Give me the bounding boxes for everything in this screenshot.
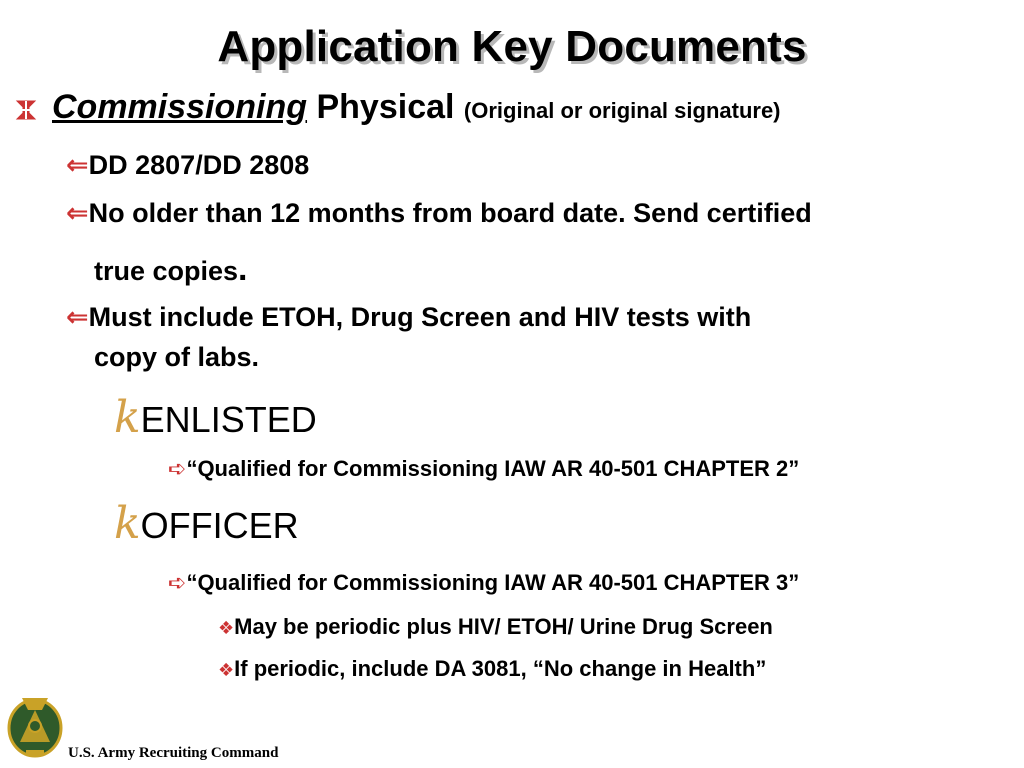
arrow-right-icon: ➪ — [168, 456, 187, 481]
arrow-left-icon: ⇐ — [66, 198, 89, 228]
officer-sub-1 — [218, 614, 773, 640]
arrow-left-icon: ⇐ — [66, 150, 89, 180]
arrow-right-icon: ➪ — [168, 570, 187, 595]
bullet-older — [66, 198, 812, 229]
slide-title: Application Key Documents — [217, 22, 807, 71]
footer-text: U.S. Army Recruiting Command — [68, 745, 279, 761]
cross-bullet-icon — [14, 98, 38, 122]
bullet-must-text: Must include ETOH, Drug Screen and HIV tests with — [88, 302, 752, 332]
officer-label: OFFICER — [140, 505, 299, 546]
bullet-must-cont: copy of labs. — [94, 342, 260, 372]
diamond-bullet-icon: ❖ — [218, 618, 235, 638]
bullet-older-period: . — [238, 250, 248, 288]
enlisted-item — [114, 392, 317, 443]
k-bullet-icon: k — [114, 498, 141, 549]
officer-sub-2 — [218, 656, 766, 682]
officer-sub-2-text: If periodic, include DA 3081, “No change in Health” — [234, 656, 767, 681]
bullet-dd-text: DD 2807/DD 2808 — [88, 150, 310, 180]
enlisted-label: ENLISTED — [140, 399, 317, 440]
officer-quote-text: “Qualified for Commissioning IAW AR 40-501 CHAPTER 3” — [186, 570, 800, 595]
enlisted-quote — [168, 456, 799, 482]
commissioning-heading — [52, 88, 781, 127]
diamond-bullet-icon: ❖ — [218, 660, 235, 680]
bullet-older-text: No older than 12 months from board date. Send certified — [88, 198, 812, 228]
heading-italic-word: Commissioning — [52, 88, 308, 126]
recruiting-command-logo — [6, 690, 64, 762]
bullet-older-cont — [94, 250, 248, 289]
officer-quote — [168, 570, 799, 596]
officer-item — [114, 498, 299, 549]
bullet-must — [66, 302, 751, 333]
bullet-dd — [66, 150, 309, 181]
officer-sub-1-text: May be periodic plus HIV/ ETOH/ Urine Drug Screen — [234, 614, 773, 639]
heading-note: (Original or original signature) — [463, 98, 781, 123]
k-bullet-icon: k — [114, 392, 141, 443]
heading-rest: Physical — [316, 88, 455, 126]
enlisted-quote-text: “Qualified for Commissioning IAW AR 40-501 CHAPTER 2” — [186, 456, 800, 481]
arrow-left-icon: ⇐ — [66, 302, 89, 332]
bullet-older-cont-text: true copies — [94, 256, 239, 286]
